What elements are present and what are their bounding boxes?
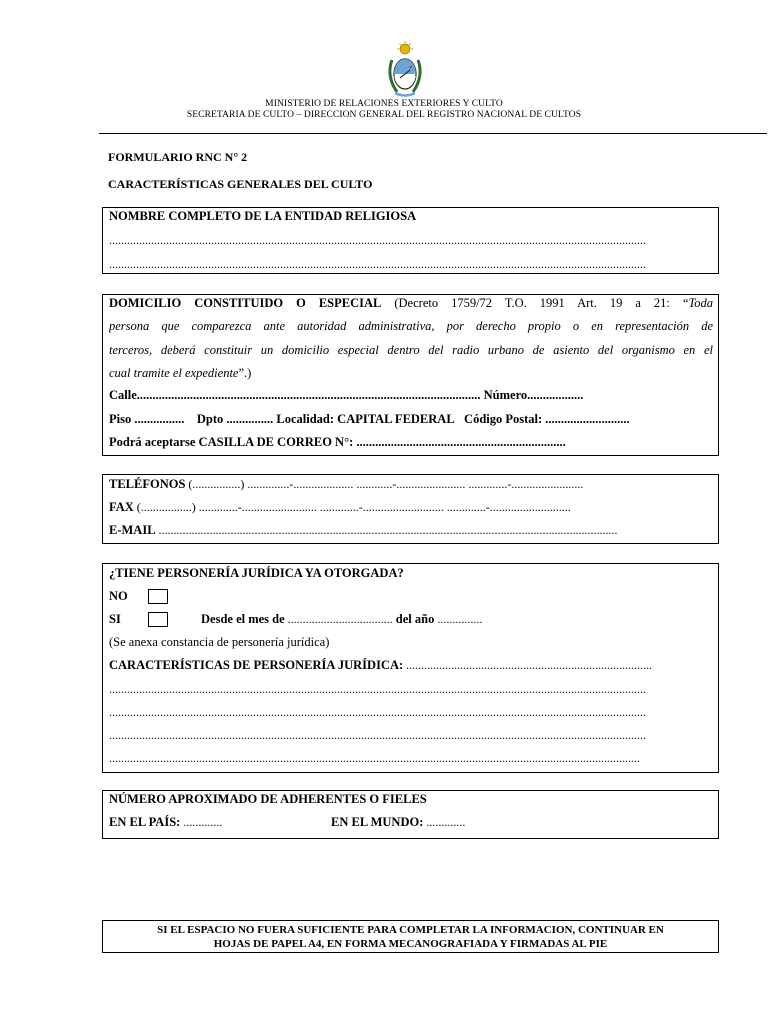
features-field-2[interactable]: ................................................................................................................................................................................... bbox=[109, 705, 646, 719]
features-label: CARACTERÍSTICAS DE PERSONERÍA JURÍDICA: bbox=[109, 658, 404, 672]
no-label: NO bbox=[109, 589, 128, 603]
apartment-field[interactable]: ............... bbox=[223, 412, 274, 426]
country-label: EN EL PAÍS: bbox=[109, 815, 181, 829]
postal-code-field[interactable]: ........................... bbox=[542, 412, 630, 426]
number-label: Número bbox=[480, 388, 528, 402]
annex-note: (Se anexa constancia de personería jurídica) bbox=[109, 635, 330, 649]
po-box-label: Podrá aceptarse CASILLA DE CORREO N°: bbox=[109, 435, 354, 449]
po-box-field[interactable]: ................................................................... bbox=[353, 435, 566, 449]
features-field-3[interactable]: ................................................................................................................................................................................... bbox=[109, 728, 646, 742]
address-quote-line-4 bbox=[109, 366, 251, 381]
country-field[interactable]: ............. bbox=[180, 815, 223, 829]
si-checkbox[interactable] bbox=[148, 612, 168, 627]
address-decree: (Decreto 1759/72 T.O. 1991 Art. 19 a 21: “ bbox=[381, 296, 689, 310]
footer-note-line-1: SI EL ESPACIO NO FUERA SUFICIENTE PARA COMPLETAR LA INFORMACION, CONTINUAR EN bbox=[157, 924, 664, 936]
floor-label: Piso bbox=[109, 412, 132, 426]
number-field[interactable]: .................. bbox=[527, 388, 584, 402]
email-label: E-MAIL bbox=[109, 523, 156, 537]
phones-field[interactable]: (................) ..............-.................... ............-....................... .............-........................ bbox=[185, 477, 584, 491]
email-field[interactable]: ......................................................................................................................................................... bbox=[155, 523, 618, 537]
phones-label: TELÉFONOS bbox=[109, 477, 186, 491]
world-field[interactable]: ............. bbox=[423, 815, 466, 829]
ministry-title: MINISTERIO DE RELACIONES EXTERIORES Y CULTO bbox=[265, 99, 503, 109]
entity-name-field-2[interactable]: ................................................................................................................................................................................... bbox=[109, 257, 646, 271]
features-field[interactable]: .................................................................................. bbox=[403, 658, 653, 672]
street-label: Calle bbox=[109, 388, 137, 402]
postal-code-label: Código Postal: bbox=[464, 412, 543, 426]
followers-section bbox=[102, 790, 719, 839]
locality-label: Localidad: bbox=[276, 412, 335, 426]
address-quote-start: Toda bbox=[688, 296, 713, 310]
footer-note bbox=[102, 920, 719, 953]
entity-name-section bbox=[102, 207, 719, 274]
fax-row bbox=[109, 500, 571, 515]
locality-value: CAPITAL FEDERAL bbox=[337, 412, 455, 426]
street-field[interactable]: .............................................................................................................. bbox=[136, 388, 481, 402]
entity-name-field-1[interactable]: ................................................................................................................................................................................... bbox=[109, 233, 646, 247]
followers-label: NÚMERO APROXIMADO DE ADHERENTES O FIELES bbox=[109, 792, 427, 806]
po-box-row bbox=[109, 435, 566, 450]
si-label: SI bbox=[109, 612, 121, 626]
address-label: DOMICILIO CONSTITUIDO O ESPECIAL bbox=[109, 296, 382, 310]
contact-section bbox=[102, 474, 719, 544]
secretariat-title: SECRETARIA DE CULTO – DIRECCION GENERAL DEL REGISTRO NACIONAL DE CULTOS bbox=[186, 110, 582, 120]
features-field-1[interactable]: ................................................................................................................................................................................... bbox=[109, 682, 646, 696]
features-field-4[interactable]: ................................................................................................................................................................................. bbox=[109, 751, 640, 765]
since-year-field[interactable]: ............... bbox=[434, 612, 483, 626]
street-row bbox=[109, 388, 583, 403]
since-row bbox=[201, 612, 482, 627]
coat-of-arms-icon bbox=[383, 40, 427, 100]
legal-personhood-section bbox=[102, 563, 719, 773]
address-heading bbox=[109, 296, 713, 311]
form-code: FORMULARIO RNC N° 2 bbox=[108, 150, 248, 164]
since-year-label: del año bbox=[395, 612, 435, 626]
world-label: EN EL MUNDO: bbox=[331, 815, 424, 829]
footer-note-line-2: HOJAS DE PAPEL A4, EN FORMA MECANOGRAFIADA Y FIRMADAS AL PIE bbox=[213, 938, 608, 950]
floor-field[interactable]: ................ bbox=[131, 412, 185, 426]
features-row bbox=[109, 658, 715, 673]
address-quote-line-2: persona que comparezca ante autoridad administrativa, por derecho propio o en representación de bbox=[109, 319, 713, 333]
fax-field[interactable]: (.................) .............-......................... .............-........................... .............-........................... bbox=[133, 500, 571, 514]
email-row bbox=[109, 523, 618, 538]
phones-row bbox=[109, 477, 583, 492]
form-subtitle: CARACTERÍSTICAS GENERALES DEL CULTO bbox=[108, 177, 373, 191]
header-divider bbox=[99, 133, 767, 134]
address-section bbox=[102, 294, 719, 456]
address-quote-end: cual tramite el expediente bbox=[109, 366, 239, 380]
followers-country-row bbox=[109, 815, 222, 830]
entity-name-label: NOMBRE COMPLETO DE LA ENTIDAD RELIGIOSA bbox=[109, 209, 417, 223]
apartment-label: Dpto bbox=[196, 412, 224, 426]
address-quote-line-3: terceros, deberá constituir un domicilio especial dentro del radio urbano de asiento del organismo en el bbox=[109, 343, 713, 357]
legal-question: ¿TIENE PERSONERÍA JURÍDICA YA OTORGADA? bbox=[109, 566, 404, 580]
since-month-field[interactable]: ................................... bbox=[284, 612, 393, 626]
fax-label: FAX bbox=[109, 500, 134, 514]
no-checkbox[interactable] bbox=[148, 589, 168, 604]
address-quote-close: ”.) bbox=[238, 366, 252, 380]
followers-world-row bbox=[331, 815, 465, 830]
floor-row bbox=[109, 412, 630, 427]
since-month-label: Desde el mes de bbox=[201, 612, 285, 626]
